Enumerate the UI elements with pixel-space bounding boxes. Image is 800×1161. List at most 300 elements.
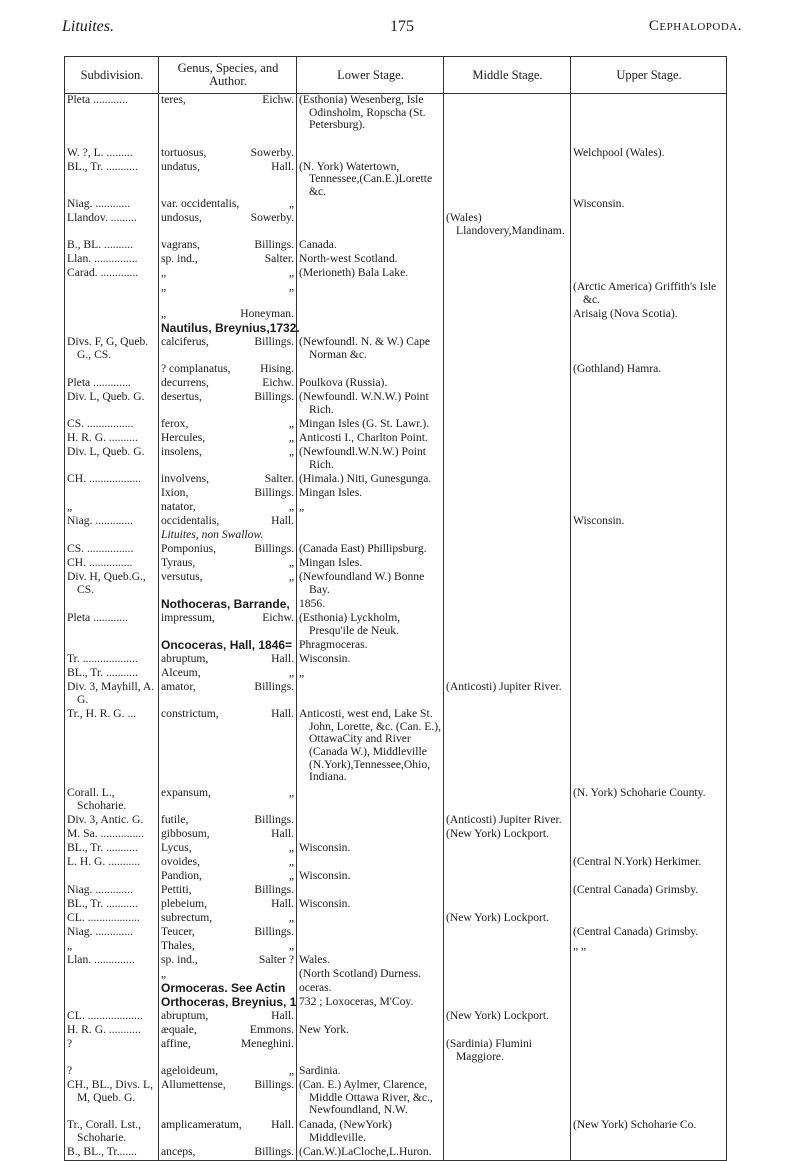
middle-stage-cell bbox=[444, 363, 571, 377]
upper-stage-cell bbox=[571, 308, 727, 322]
genus-species-name: versutus, bbox=[161, 570, 203, 584]
lower-stage-cell bbox=[297, 1119, 444, 1146]
upper-stage-cell bbox=[571, 432, 727, 446]
subdivision-cell-text: W. ?, L. ......... bbox=[67, 145, 133, 159]
table-row bbox=[65, 377, 727, 391]
lower-stage-cell-text: Anticosti I., Charlton Point. bbox=[299, 431, 428, 445]
genus-species-name: Pettiti, bbox=[161, 883, 192, 897]
lower-stage-cell bbox=[297, 571, 444, 598]
lower-stage-cell bbox=[297, 681, 444, 708]
upper-stage-cell-text: Wisconsin. bbox=[573, 514, 625, 528]
lower-stage-cell bbox=[297, 940, 444, 954]
lower-stage-cell-text: 732 ; Loxoceras, M'Coy. bbox=[299, 995, 414, 1009]
genus-cell bbox=[159, 667, 297, 681]
subdivision-cell-text: M. Sa. ............... bbox=[67, 827, 144, 841]
middle-stage-cell-text: (New York) Lockport. bbox=[446, 827, 550, 841]
genus-cell bbox=[159, 281, 297, 308]
upper-stage-cell bbox=[571, 239, 727, 253]
upper-stage-cell bbox=[571, 912, 727, 926]
middle-stage-cell bbox=[444, 239, 571, 253]
middle-stage-cell-text: (Sardinia) Flumini Maggiore. bbox=[446, 1037, 532, 1063]
genus-species-name: expansum, bbox=[161, 786, 211, 800]
lower-stage-cell bbox=[297, 391, 444, 418]
subdivision-cell-text: H. R. G. .......... bbox=[67, 431, 138, 445]
subdivision-cell-text: „ bbox=[67, 500, 73, 514]
upper-stage-cell-text: Arisaig (Nova Scotia). bbox=[573, 307, 678, 321]
table-row bbox=[65, 612, 727, 639]
lower-stage-cell bbox=[297, 363, 444, 377]
middle-stage-cell bbox=[444, 1038, 571, 1065]
author-name: „ bbox=[288, 939, 294, 953]
upper-stage-cell-text: (Central Canada) Grimsby. bbox=[573, 883, 699, 897]
subdivision-cell bbox=[65, 473, 159, 487]
upper-stage-cell bbox=[571, 1079, 727, 1119]
table-row bbox=[65, 1024, 727, 1038]
middle-stage-cell bbox=[444, 161, 571, 199]
middle-stage-cell-text: (New York) Lockport. bbox=[446, 1009, 550, 1023]
middle-stage-cell-text: (Anticosti) Jupiter River. bbox=[446, 813, 562, 827]
middle-stage-cell-text: (Anticosti) Jupiter River. bbox=[446, 680, 562, 694]
lower-stage-cell bbox=[297, 1079, 444, 1119]
middle-stage-cell bbox=[444, 1024, 571, 1038]
subdivision-cell-text: CS. ................ bbox=[67, 417, 134, 431]
table-row bbox=[65, 418, 727, 432]
table-row bbox=[65, 308, 727, 322]
lower-stage-cell-text: Mingan Isles (G. St. Lawr.). bbox=[299, 417, 430, 431]
subdivision-cell bbox=[65, 598, 159, 612]
upper-stage-cell bbox=[571, 926, 727, 940]
genus-species-name: calciferus, bbox=[161, 335, 209, 349]
genus-species-name: Ormoceras. See Actin bbox=[161, 981, 286, 996]
middle-stage-cell bbox=[444, 432, 571, 446]
middle-stage-cell bbox=[444, 1079, 571, 1119]
genus-cell bbox=[159, 198, 297, 212]
lower-stage-cell bbox=[297, 198, 444, 212]
subdivision-cell-text: Div. L, Queb. G. bbox=[67, 445, 145, 459]
subdivision-cell bbox=[65, 308, 159, 322]
upper-stage-cell bbox=[571, 982, 727, 996]
lower-stage-cell bbox=[297, 253, 444, 267]
genus-species-name: Lycus, bbox=[161, 841, 192, 855]
subdivision-cell bbox=[65, 828, 159, 842]
middle-stage-cell bbox=[444, 446, 571, 473]
upper-stage-cell bbox=[571, 94, 727, 147]
upper-stage-cell bbox=[571, 322, 727, 336]
running-title-right: Cephalopoda. bbox=[648, 18, 742, 34]
genus-species-name: teres, bbox=[161, 93, 186, 106]
lower-stage-cell-text: Wisconsin. bbox=[299, 869, 351, 883]
lower-stage-cell bbox=[297, 473, 444, 487]
genus-species-name: „ bbox=[161, 280, 167, 294]
subdivision-cell-text: Div. 3, Mayhill, A. G. bbox=[67, 680, 155, 706]
upper-stage-cell bbox=[571, 391, 727, 418]
middle-stage-cell bbox=[444, 982, 571, 996]
genus-species-name: desertus, bbox=[161, 390, 202, 404]
table-body bbox=[65, 94, 727, 1161]
subdivision-cell-text: Tr., Corall. Lst., Schoharie. bbox=[67, 1118, 141, 1144]
upper-stage-cell bbox=[571, 1010, 727, 1024]
genus-cell bbox=[159, 940, 297, 954]
lower-stage-cell bbox=[297, 787, 444, 814]
middle-stage-cell bbox=[444, 571, 571, 598]
subdivision-cell bbox=[65, 898, 159, 912]
genus-species-name: „ bbox=[161, 266, 167, 280]
subdivision-cell bbox=[65, 653, 159, 667]
upper-stage-cell bbox=[571, 198, 727, 212]
middle-stage-cell bbox=[444, 639, 571, 653]
lower-stage-cell bbox=[297, 1038, 444, 1065]
genus-cell bbox=[159, 828, 297, 842]
lower-stage-cell-text: Canada. bbox=[299, 238, 337, 252]
author-name: „ bbox=[288, 855, 294, 869]
genus-cell bbox=[159, 814, 297, 828]
author-name: Sowerby. bbox=[250, 145, 294, 159]
genus-species-name: Nothoceras, Barrande, bbox=[161, 597, 290, 612]
table-row bbox=[65, 1038, 727, 1065]
lower-stage-cell-text: Wisconsin. bbox=[299, 652, 351, 666]
subdivision-cell bbox=[65, 787, 159, 814]
upper-stage-cell bbox=[571, 828, 727, 842]
table-row bbox=[65, 681, 727, 708]
genus-species-name: decurrens, bbox=[161, 376, 209, 390]
genus-species-name: vagrans, bbox=[161, 238, 200, 252]
author-name: Salter ? bbox=[258, 953, 294, 967]
subdivision-cell-text: Niag. ............. bbox=[67, 883, 134, 897]
middle-stage-cell bbox=[444, 267, 571, 281]
lower-stage-cell bbox=[297, 898, 444, 912]
upper-stage-cell bbox=[571, 884, 727, 898]
table-row bbox=[65, 982, 727, 996]
genus-species-name: constrictum, bbox=[161, 707, 219, 721]
middle-stage-cell bbox=[444, 884, 571, 898]
upper-stage-cell bbox=[571, 708, 727, 787]
table-row bbox=[65, 336, 727, 363]
upper-stage-cell bbox=[571, 940, 727, 954]
genus-cell bbox=[159, 1146, 297, 1160]
genus-cell bbox=[159, 418, 297, 432]
upper-stage-cell bbox=[571, 856, 727, 870]
author-name: Hall. bbox=[271, 707, 294, 721]
middle-stage-cell bbox=[444, 418, 571, 432]
upper-stage-cell bbox=[571, 501, 727, 515]
middle-stage-cell bbox=[444, 281, 571, 308]
subdivision-cell-text: H. R. G. ........... bbox=[67, 1023, 141, 1037]
upper-stage-cell-text: (Central Canada) Grimsby. bbox=[573, 925, 699, 939]
genus-cell bbox=[159, 336, 297, 363]
table-row bbox=[65, 968, 727, 982]
author-name: „ bbox=[288, 417, 294, 431]
author-name: Sowerby. bbox=[250, 211, 294, 225]
author-name: Honeyman. bbox=[240, 307, 294, 321]
genus-species-name: æquale, bbox=[161, 1023, 197, 1037]
genus-species-name: anceps, bbox=[161, 1145, 196, 1159]
genus-species-name: Thales, bbox=[161, 939, 195, 953]
lower-stage-cell-text: Wales. bbox=[299, 953, 330, 967]
table-row bbox=[65, 1119, 727, 1146]
middle-stage-cell bbox=[444, 529, 571, 543]
genus-species-name: ageloideum, bbox=[161, 1064, 218, 1078]
middle-stage-cell bbox=[444, 842, 571, 856]
upper-stage-cell-text: (New York) Schoharie Co. bbox=[573, 1118, 697, 1132]
table-row bbox=[65, 912, 727, 926]
table-row bbox=[65, 1079, 727, 1119]
middle-stage-cell bbox=[444, 501, 571, 515]
author-name: „ bbox=[288, 197, 294, 211]
lower-stage-cell bbox=[297, 94, 444, 147]
genus-cell bbox=[159, 543, 297, 557]
middle-stage-cell-text: (Wales) Llandovery,Mandinam. bbox=[446, 211, 565, 237]
author-name: Billings. bbox=[254, 925, 294, 939]
author-name: Hising. bbox=[260, 362, 294, 376]
middle-stage-cell bbox=[444, 308, 571, 322]
upper-stage-cell bbox=[571, 870, 727, 884]
subdivision-cell bbox=[65, 147, 159, 161]
genus-species-name: „ bbox=[161, 967, 167, 981]
lower-stage-cell bbox=[297, 487, 444, 501]
upper-stage-cell bbox=[571, 653, 727, 667]
lower-stage-cell-text: Sardinia. bbox=[299, 1064, 341, 1078]
genus-cell bbox=[159, 391, 297, 418]
subdivision-cell bbox=[65, 708, 159, 787]
author-name: Eichw. bbox=[262, 611, 294, 625]
genus-cell bbox=[159, 653, 297, 667]
genus-species-name: sp. ind., bbox=[161, 953, 198, 967]
author-name: Billings. bbox=[254, 390, 294, 404]
middle-stage-cell bbox=[444, 898, 571, 912]
table-row bbox=[65, 940, 727, 954]
genus-cell bbox=[159, 1024, 297, 1038]
author-name: „ bbox=[288, 431, 294, 445]
genus-species-name: natator, bbox=[161, 500, 196, 514]
middle-stage-cell bbox=[444, 968, 571, 982]
upper-stage-cell bbox=[571, 954, 727, 968]
subdivision-cell bbox=[65, 239, 159, 253]
col-header-upper: Upper Stage. bbox=[571, 57, 727, 94]
lower-stage-cell bbox=[297, 267, 444, 281]
upper-stage-cell bbox=[571, 253, 727, 267]
upper-stage-cell bbox=[571, 147, 727, 161]
table-row bbox=[65, 1065, 727, 1079]
subdivision-cell-text: Niag. ............ bbox=[67, 197, 131, 211]
table-row bbox=[65, 94, 727, 147]
table-row bbox=[65, 667, 727, 681]
lower-stage-cell bbox=[297, 828, 444, 842]
lower-stage-cell-text: (Can.W.)LaCloche,L.Huron. bbox=[299, 1145, 432, 1159]
middle-stage-cell bbox=[444, 787, 571, 814]
lower-stage-cell-text: Mingan Isles. bbox=[299, 486, 363, 500]
subdivision-cell bbox=[65, 940, 159, 954]
genus-cell bbox=[159, 1079, 297, 1119]
subdivision-cell bbox=[65, 856, 159, 870]
upper-stage-cell-text: „ „ bbox=[573, 939, 587, 953]
middle-stage-cell bbox=[444, 543, 571, 557]
genus-species-name: undatus, bbox=[161, 159, 200, 173]
middle-stage-cell bbox=[444, 487, 571, 501]
subdivision-cell-text: Llan. ............... bbox=[67, 252, 138, 266]
lower-stage-cell bbox=[297, 612, 444, 639]
genus-cell bbox=[159, 912, 297, 926]
table-row bbox=[65, 515, 727, 529]
middle-stage-cell bbox=[444, 253, 571, 267]
upper-stage-cell-text: Welchpool (Wales). bbox=[573, 145, 665, 159]
lower-stage-cell bbox=[297, 336, 444, 363]
genus-cell bbox=[159, 473, 297, 487]
subdivision-cell bbox=[65, 557, 159, 571]
upper-stage-cell-text: (Central N.York) Herkimer. bbox=[573, 855, 702, 869]
upper-stage-cell bbox=[571, 1146, 727, 1160]
upper-stage-cell bbox=[571, 557, 727, 571]
subdivision-cell-text: CH. ............... bbox=[67, 556, 133, 570]
author-name: Meneghini. bbox=[240, 1037, 294, 1051]
genus-species-name: ferox, bbox=[161, 417, 189, 431]
genus-species-name: occidentalis, bbox=[161, 514, 220, 528]
upper-stage-cell-text: Wisconsin. bbox=[573, 197, 625, 211]
subdivision-cell bbox=[65, 884, 159, 898]
genus-species-name: sp. ind., bbox=[161, 252, 198, 266]
genus-cell bbox=[159, 708, 297, 787]
table-row bbox=[65, 253, 727, 267]
author-name: Eichw. bbox=[262, 376, 294, 390]
subdivision-cell-text: Llan. .............. bbox=[67, 953, 135, 967]
genus-cell bbox=[159, 954, 297, 968]
upper-stage-cell bbox=[571, 612, 727, 639]
middle-stage-cell bbox=[444, 1010, 571, 1024]
table-row bbox=[65, 898, 727, 912]
subdivision-cell-text: Divs. F, G, Queb. G., CS. bbox=[67, 335, 149, 361]
subdivision-cell-text: Pleta ............ bbox=[67, 611, 128, 625]
subdivision-cell bbox=[65, 515, 159, 529]
genus-cell bbox=[159, 598, 297, 612]
table-row bbox=[65, 996, 727, 1010]
lower-stage-cell-text: (Can. E.) Aylmer, Clarence, Middle Ottawa River, &c., Newfoundland, N.W. bbox=[299, 1078, 433, 1117]
upper-stage-cell bbox=[571, 336, 727, 363]
lower-stage-cell-text: Canada, (NewYork) Middleville. bbox=[299, 1118, 392, 1144]
table-row bbox=[65, 473, 727, 487]
lower-stage-cell bbox=[297, 870, 444, 884]
genus-cell bbox=[159, 787, 297, 814]
genus-species-name: impressum, bbox=[161, 611, 215, 625]
genus-cell bbox=[159, 571, 297, 598]
subdivision-cell bbox=[65, 501, 159, 515]
lower-stage-cell bbox=[297, 161, 444, 199]
lower-stage-cell-text: Phragmoceras. bbox=[299, 638, 368, 652]
lower-stage-cell bbox=[297, 322, 444, 336]
upper-stage-cell bbox=[571, 1065, 727, 1079]
upper-stage-cell bbox=[571, 639, 727, 653]
genus-species-name: Teucer, bbox=[161, 925, 195, 939]
lower-stage-cell bbox=[297, 598, 444, 612]
author-name: „ bbox=[288, 266, 294, 280]
middle-stage-cell bbox=[444, 598, 571, 612]
author-name: Hall. bbox=[271, 514, 294, 528]
subdivision-cell bbox=[65, 982, 159, 996]
genus-species-name: Alceum, bbox=[161, 666, 201, 680]
lower-stage-cell bbox=[297, 842, 444, 856]
lower-stage-cell-text: oceras. bbox=[299, 981, 332, 995]
lower-stage-cell-text: Wisconsin. bbox=[299, 841, 351, 855]
genus-cell bbox=[159, 501, 297, 515]
genus-species-name: Pomponius, bbox=[161, 542, 217, 556]
genus-species-name: undosus, bbox=[161, 211, 202, 225]
upper-stage-cell bbox=[571, 681, 727, 708]
author-name: Emmons. bbox=[249, 1023, 294, 1037]
table-row bbox=[65, 954, 727, 968]
middle-stage-cell bbox=[444, 996, 571, 1010]
middle-stage-cell bbox=[444, 557, 571, 571]
table-row bbox=[65, 653, 727, 667]
upper-stage-cell bbox=[571, 571, 727, 598]
middle-stage-cell bbox=[444, 870, 571, 884]
upper-stage-cell bbox=[571, 267, 727, 281]
col-header-middle: Middle Stage. bbox=[444, 57, 571, 94]
subdivision-cell-text: Corall. L., Schoharie. bbox=[67, 786, 127, 812]
upper-stage-cell-text: (Gothland) Hamra. bbox=[573, 362, 662, 376]
lower-stage-cell-text: „ bbox=[299, 666, 305, 680]
upper-stage-cell bbox=[571, 473, 727, 487]
table-row bbox=[65, 543, 727, 557]
author-name: Hall. bbox=[271, 159, 294, 173]
genus-species-name: Hercules, bbox=[161, 431, 206, 445]
lower-stage-cell bbox=[297, 377, 444, 391]
table-row bbox=[65, 432, 727, 446]
middle-stage-cell bbox=[444, 1146, 571, 1160]
middle-stage-cell bbox=[444, 828, 571, 842]
lower-stage-cell-text: (Newfoundl. W.N.W.) Point Rich. bbox=[299, 390, 429, 416]
genus-species-name: Tyraus, bbox=[161, 556, 196, 570]
author-name: „ bbox=[288, 911, 294, 925]
subdivision-cell bbox=[65, 842, 159, 856]
upper-stage-cell-text: (N. York) Schoharie County. bbox=[573, 786, 706, 800]
lower-stage-cell bbox=[297, 926, 444, 940]
author-name: Salter. bbox=[264, 252, 294, 266]
lower-stage-cell bbox=[297, 814, 444, 828]
subdivision-cell-text: CL. ................... bbox=[67, 1009, 143, 1023]
col-header-genus: Genus, Species, and Author. bbox=[159, 57, 297, 94]
author-name: Billings. bbox=[254, 542, 294, 556]
lower-stage-cell bbox=[297, 653, 444, 667]
genus-cell bbox=[159, 842, 297, 856]
upper-stage-cell bbox=[571, 281, 727, 308]
lower-stage-cell-text: Wisconsin. bbox=[299, 897, 351, 911]
subdivision-cell-text: Div. L, Queb. G. bbox=[67, 390, 145, 404]
middle-stage-cell bbox=[444, 912, 571, 926]
middle-stage-cell bbox=[444, 515, 571, 529]
genus-cell bbox=[159, 515, 297, 529]
subdivision-cell-text: CH. .................. bbox=[67, 472, 142, 486]
lower-stage-cell-text: Poulkova (Russia). bbox=[299, 376, 388, 390]
author-name: „ bbox=[288, 570, 294, 584]
subdivision-cell bbox=[65, 432, 159, 446]
subdivision-cell bbox=[65, 996, 159, 1010]
subdivision-cell bbox=[65, 161, 159, 199]
subdivision-cell bbox=[65, 529, 159, 543]
author-name: „ bbox=[288, 280, 294, 294]
lower-stage-cell bbox=[297, 557, 444, 571]
subdivision-cell bbox=[65, 1024, 159, 1038]
table-row bbox=[65, 870, 727, 884]
genus-species-name: insolens, bbox=[161, 445, 202, 459]
genus-cell bbox=[159, 870, 297, 884]
table-row bbox=[65, 281, 727, 308]
middle-stage-cell bbox=[444, 940, 571, 954]
author-name: „ bbox=[288, 841, 294, 855]
genus-cell bbox=[159, 432, 297, 446]
subdivision-cell-text: BL., Tr. ........... bbox=[67, 666, 138, 680]
subdivision-cell bbox=[65, 639, 159, 653]
upper-stage-cell bbox=[571, 418, 727, 432]
upper-stage-cell bbox=[571, 515, 727, 529]
table-row bbox=[65, 571, 727, 598]
